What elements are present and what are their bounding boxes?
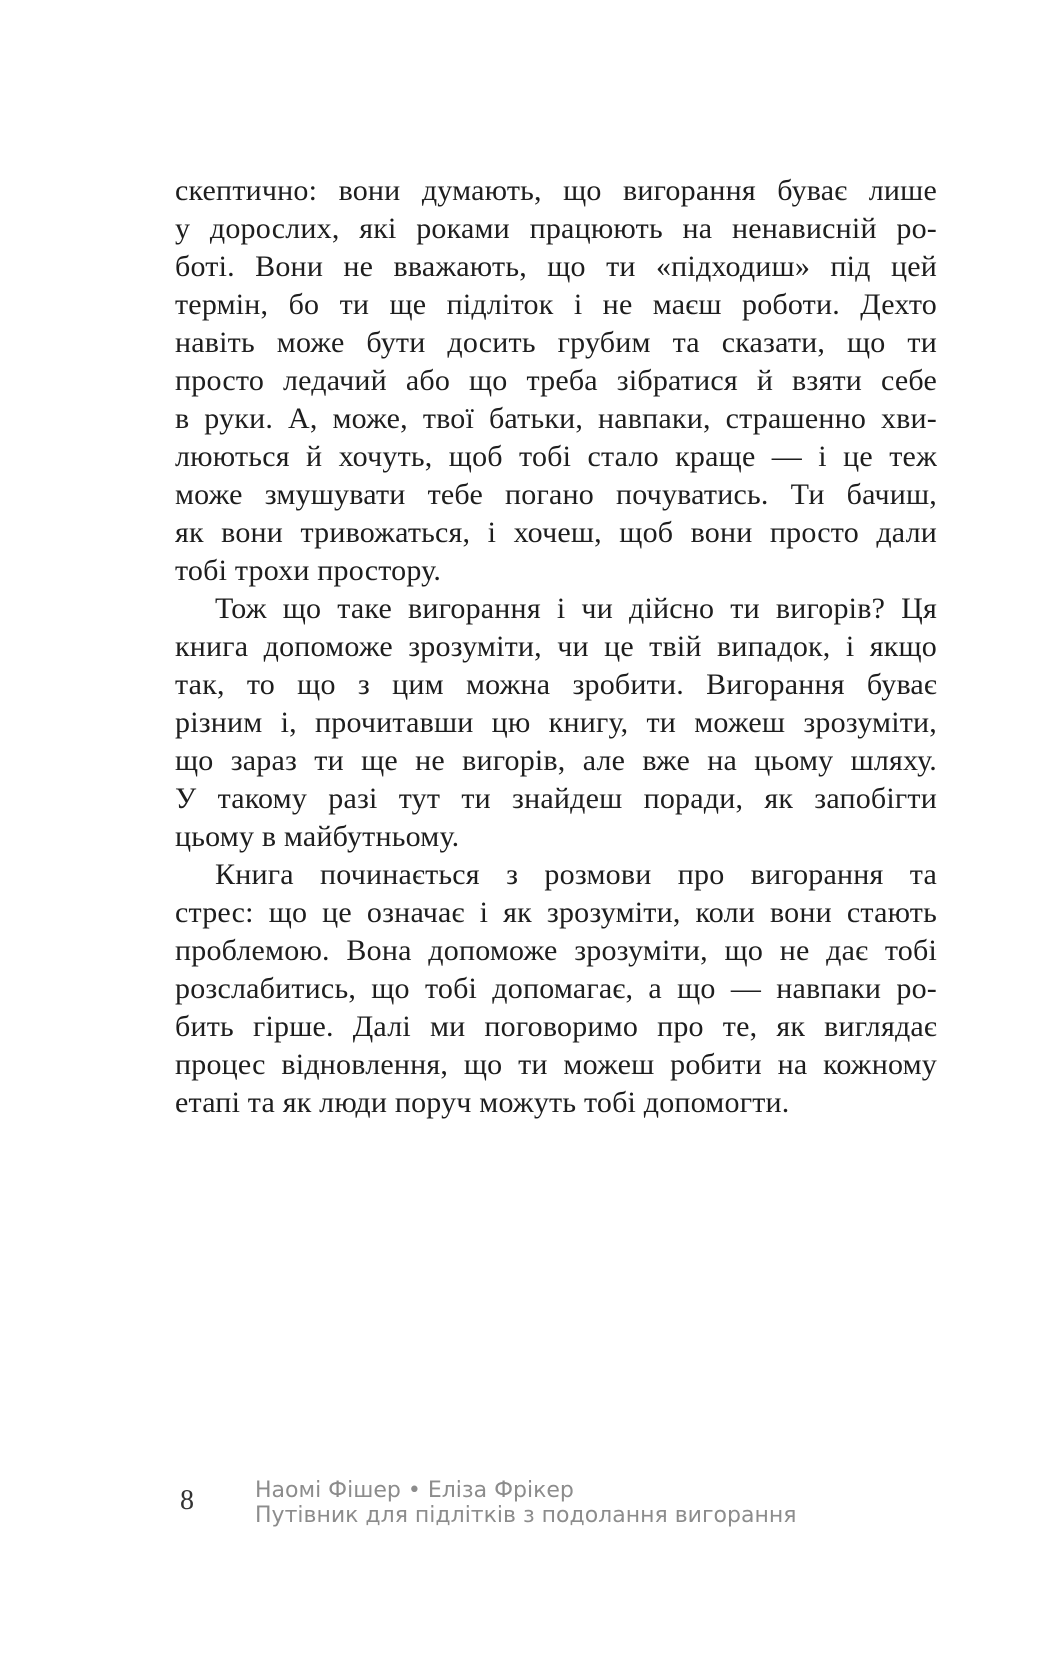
- body-text: [175, 172, 937, 1122]
- paragraph: [175, 856, 937, 1122]
- text-line: книга допоможе зрозуміти, чи це твій випадок, і якщо: [175, 630, 937, 663]
- text-line: просто ледачий або що треба зібратися й взяти себе: [175, 364, 937, 397]
- text-line: як вони тривожаться, і хочеш, щоб вони просто дали: [175, 516, 937, 549]
- text-line: у дорослих, які роками працюють на ненависній ро-: [175, 212, 937, 245]
- paragraph: [175, 172, 937, 590]
- text-line: тобі трохи простору.: [175, 554, 442, 587]
- text-line: Тож що таке вигорання і чи дійсно ти вигорів? Ця: [215, 592, 937, 625]
- running-title: [255, 1478, 796, 1528]
- running-title-book: Путівник для підлітків з подолання вигорання: [255, 1503, 797, 1528]
- running-title-authors: Наомі Фішер • Еліза Фрікер: [255, 1478, 574, 1503]
- text-line: процес відновлення, що ти можеш робити на кожному: [175, 1048, 937, 1081]
- text-line: проблемою. Вона допоможе зрозуміти, що не дає тобі: [175, 934, 937, 967]
- text-line: скептично: вони думають, що вигорання буває лише: [175, 174, 937, 207]
- text-line: може змушувати тебе погано почуватись. Ти бачиш,: [175, 478, 937, 511]
- text-line: люються й хочуть, щоб тобі стало краще — і це теж: [175, 440, 937, 473]
- text-line: в руки. А, може, твої батьки, навпаки, страшенно хви-: [175, 402, 937, 435]
- text-line: етапі та як люди поруч можуть тобі допомогти.: [175, 1086, 790, 1119]
- text-line: термін, бо ти ще підліток і не маєш роботи. Дехто: [175, 288, 937, 321]
- text-line: Книга починається з розмови про вигорання та: [215, 858, 937, 891]
- text-line: розслабитись, що тобі допомагає, а що — навпаки ро-: [175, 972, 937, 1005]
- text-line: що зараз ти ще не вигорів, але вже на цьому шляху.: [175, 744, 937, 777]
- text-line: боті. Вони не вважають, що ти «підходиш» під цей: [175, 250, 937, 283]
- text-line: різним і, прочитавши цю книгу, ти можеш зрозуміти,: [175, 706, 937, 739]
- page-number: 8: [180, 1485, 194, 1516]
- text-line: так, то що з цим можна зробити. Вигорання буває: [175, 668, 937, 701]
- text-line: стрес: що це означає і як зрозуміти, коли вони стають: [175, 896, 937, 929]
- text-line: цьому в майбутньому.: [175, 820, 460, 853]
- text-line: бить гірше. Далі ми поговоримо про те, як виглядає: [175, 1010, 937, 1043]
- page-footer: [0, 1478, 1063, 1538]
- text-line: навіть може бути досить грубим та сказати, що ти: [175, 326, 937, 359]
- text-line: У такому разі тут ти знайдеш поради, як запобігти: [175, 782, 937, 815]
- paragraph: [175, 590, 937, 856]
